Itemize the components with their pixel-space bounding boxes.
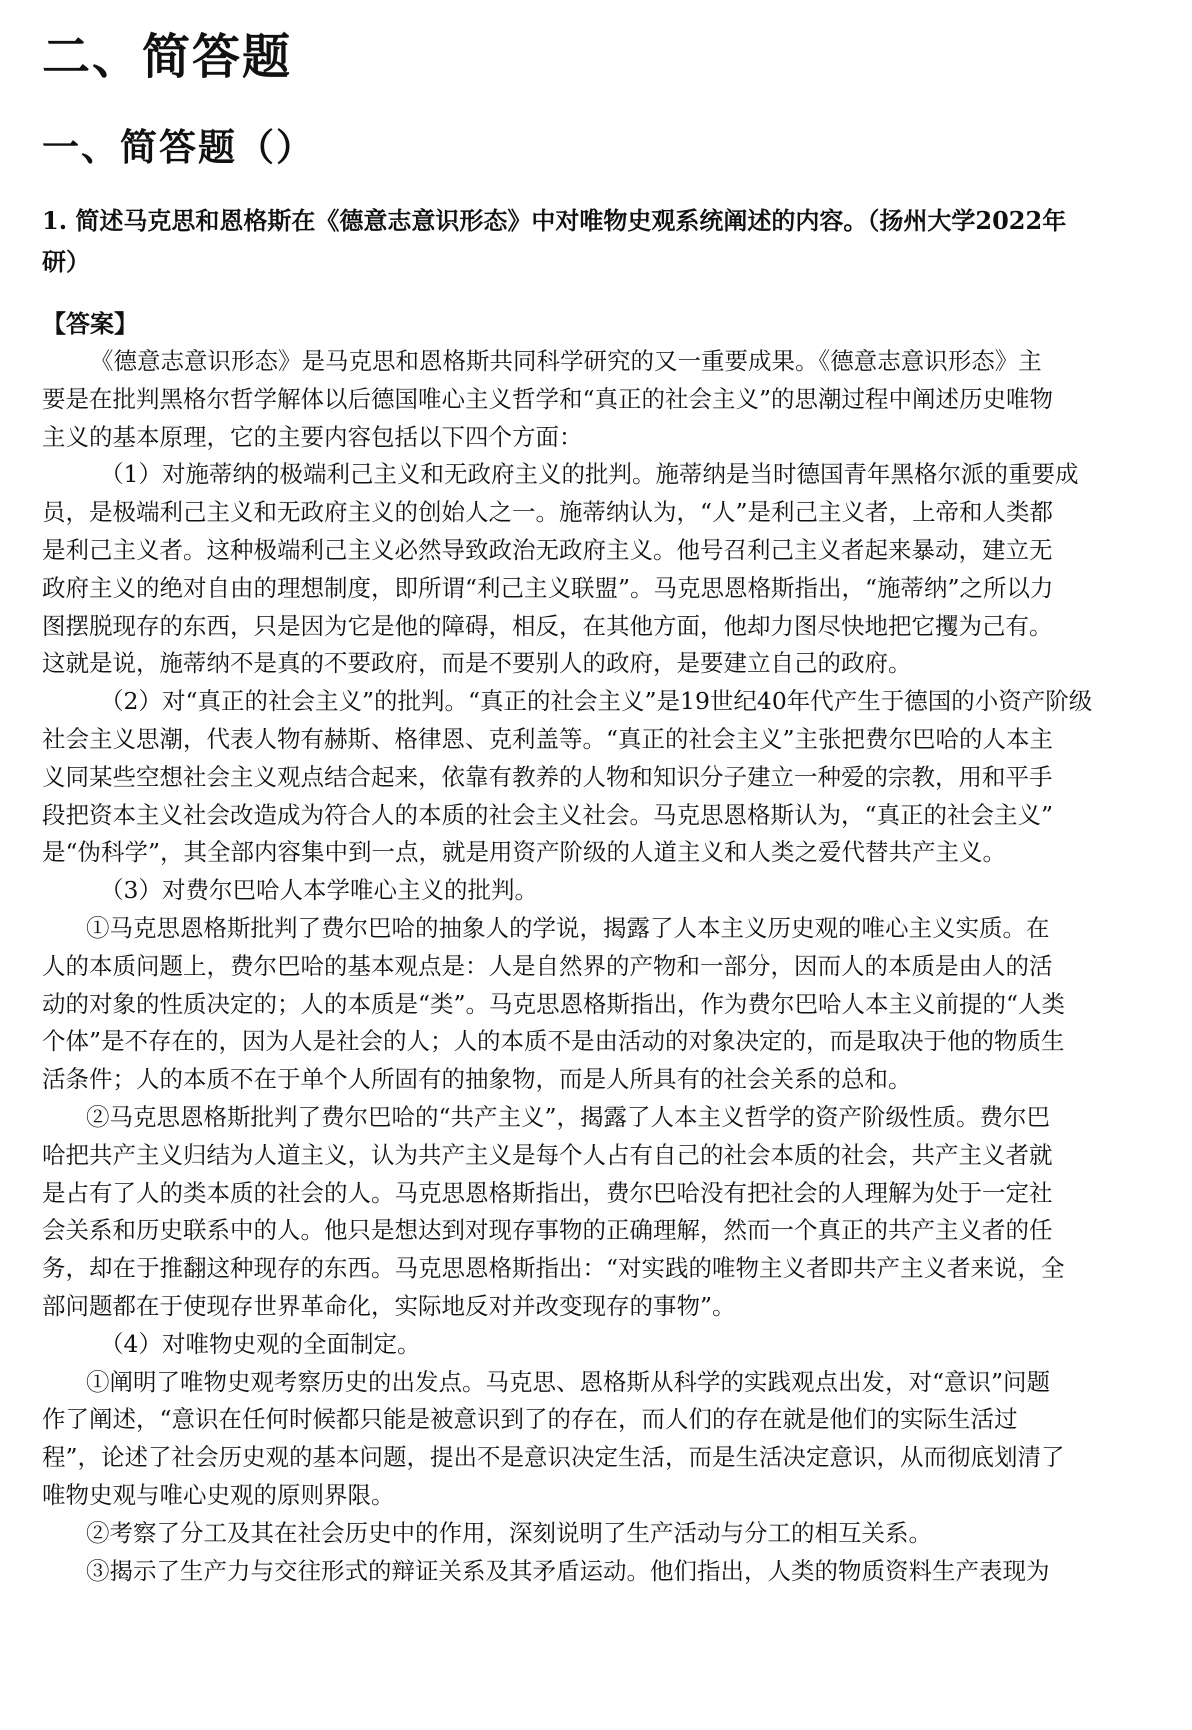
body-line: （1）对施蒂纳的极端利己主义和无政府主义的批判。施蒂纳是当时德国青年黑格尔派的重要成 xyxy=(100,460,1079,489)
body-line: （2）对“真正的社会主义”的批判。“真正的社会主义”是19世纪40年代产生于德国的小资产阶级 xyxy=(100,687,1093,716)
sub-heading: 一、简答题（） xyxy=(42,125,315,169)
body-line: （4）对唯物史观的全面制定。 xyxy=(100,1329,421,1358)
body-line: ①阐明了唯物史观考察历史的出发点。马克思、恩格斯从科学的实践观点出发，对“意识”问题 xyxy=(86,1367,1051,1396)
body-line: 唯物史观与唯心史观的原则界限。 xyxy=(42,1480,395,1509)
answer-body xyxy=(42,343,1162,1590)
body-line: 务，却在于推翻这种现存的东西。马克思恩格斯指出：“对实践的唯物主义者即共产主义者来说，全 xyxy=(42,1254,1065,1283)
body-line: 员，是极端利己主义和无政府主义的创始人之一。施蒂纳认为，“人”是利己主义者，上帝和人类都 xyxy=(42,498,1054,527)
main-heading: 二、简答题 xyxy=(42,29,293,85)
body-line: 人的本质问题上，费尔巴哈的基本观点是：人是自然界的产物和一部分，因而人的本质是由人的活 xyxy=(42,951,1053,980)
body-line: 政府主义的绝对自由的理想制度，即所谓“利己主义联盟”。马克思恩格斯指出，“施蒂纳”之所以力 xyxy=(42,573,1054,602)
body-line: 是利己主义者。这种极端利己主义必然导致政治无政府主义。他号召利己主义者起来暴动，建立无 xyxy=(42,535,1053,564)
body-line: 这就是说，施蒂纳不是真的不要政府，而是不要别人的政府，是要建立自己的政府。 xyxy=(42,649,912,678)
question-line: 1. 简述马克思和恩格斯在《德意志意识形态》中对唯物史观系统阐述的内容。（扬州大学2022年 xyxy=(42,206,1067,235)
body-line: ②马克思恩格斯批判了费尔巴哈的“共产主义”，揭露了人本主义哲学的资产阶级性质。费尔巴 xyxy=(86,1102,1051,1131)
body-line: 程”，论述了社会历史观的基本问题，提出不是意识决定生活，而是生活决定意识，从而彻底划清了 xyxy=(42,1443,1065,1472)
body-line: 是占有了人的类本质的社会的人。马克思恩格斯指出，费尔巴哈没有把社会的人理解为处于一定社 xyxy=(42,1178,1053,1207)
body-line: 哈把共产主义归结为人道主义，认为共产主义是每个人占有自己的社会本质的社会，共产主义者就 xyxy=(42,1140,1053,1169)
body-line: 部问题都在于使现存世界革命化，实际地反对并改变现存的事物”。 xyxy=(42,1291,736,1320)
body-line: 段把资本主义社会改造成为符合人的本质的社会主义社会。马克思恩格斯认为，“真正的社会主义” xyxy=(42,800,1054,829)
body-line: ③揭示了生产力与交往形式的辩证关系及其矛盾运动。他们指出，人类的物质资料生产表现为 xyxy=(86,1556,1050,1585)
body-line: 活条件；人的本质不在于单个人所固有的抽象物，而是人所具有的社会关系的总和。 xyxy=(42,1065,912,1094)
body-line: 动的对象的性质决定的；人的本质是“类”。马克思恩格斯指出，作为费尔巴哈人本主义前提的“人类 xyxy=(42,989,1066,1018)
body-line: （3）对费尔巴哈人本学唯心主义的批判。 xyxy=(100,876,538,905)
body-line: ②考察了分工及其在社会历史中的作用，深刻说明了生产活动与分工的相互关系。 xyxy=(86,1518,932,1547)
body-line: 是“伪科学”，其全部内容集中到一点，就是用资产阶级的人道主义和人类之爱代替共产主义。 xyxy=(42,838,1007,867)
body-line: 主义的基本原理，它的主要内容包括以下四个方面： xyxy=(42,422,583,451)
answer-label: 【答案】 xyxy=(42,309,138,338)
question-text xyxy=(42,200,1152,282)
body-line: 个体”是不存在的，因为人是社会的人；人的本质不是由活动的对象决定的，而是取决于他的物质生 xyxy=(42,1027,1065,1056)
body-line: 《德意志意识形态》是马克思和恩格斯共同科学研究的又一重要成果。《德意志意识形态》主 xyxy=(90,347,1042,375)
body-line: ①马克思恩格斯批判了费尔巴哈的抽象人的学说，揭露了人本主义历史观的唯心主义实质。在 xyxy=(86,913,1050,942)
body-line: 会关系和历史联系中的人。他只是想达到对现存事物的正确理解，然而一个真正的共产主义者的任 xyxy=(42,1216,1053,1245)
body-line: 图摆脱现存的东西，只是因为它是他的障碍，相反，在其他方面，他却力图尽快地把它攫为己有。 xyxy=(42,611,1053,640)
question-line: 研） xyxy=(42,247,90,276)
body-line: 社会主义思潮，代表人物有赫斯、格律恩、克利盖等。“真正的社会主义”主张把费尔巴哈的人本主 xyxy=(42,724,1054,753)
body-line: 要是在批判黑格尔哲学解体以后德国唯心主义哲学和“真正的社会主义”的思潮过程中阐述历史唯物 xyxy=(42,384,1054,413)
body-line: 作了阐述，“意识在任何时候都只能是被意识到了的存在，而人们的存在就是他们的实际生活过 xyxy=(42,1405,1018,1434)
body-line: 义同某些空想社会主义观点结合起来，依靠有教养的人物和知识分子建立一种爱的宗教，用和平手 xyxy=(42,762,1053,791)
